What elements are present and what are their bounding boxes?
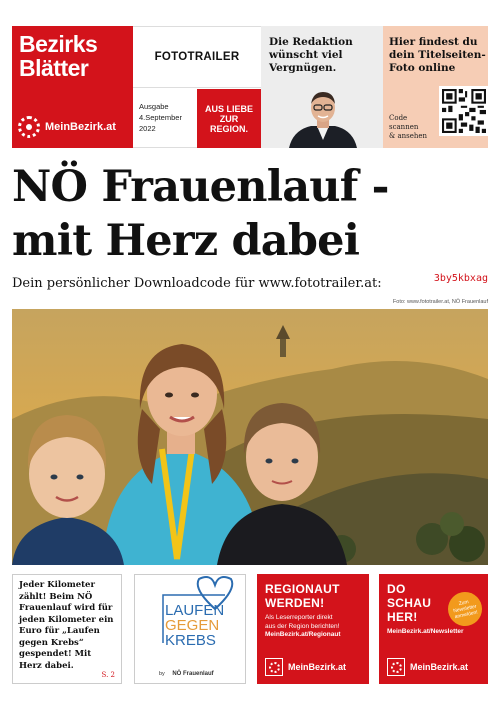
schau-line1: DO: [387, 582, 406, 596]
page-reference: S. 2: [101, 671, 115, 679]
regio-link[interactable]: MeinBezirk.at/Regionaut: [265, 631, 341, 638]
edition-date: [139, 101, 182, 134]
headline: [12, 160, 389, 268]
bezirksblaetter-logo[interactable]: [12, 26, 133, 148]
promo-line2: dein Titelseiten-: [389, 49, 486, 61]
newsletter-promo[interactable]: [379, 574, 488, 684]
qr-code-icon[interactable]: [439, 86, 489, 136]
slogan-badge: [197, 89, 261, 148]
teaser-text: Jeder Kilometer zählt! Beim NÖ Frauenlauf wird für jeden Kilometer ein Euro für „Laufen gegen Krebs“ gespendet! Mit Herz dabei.: [19, 580, 114, 671]
greeting-line1: Die Redaktion: [269, 36, 353, 48]
download-code[interactable]: 3by5kbxag: [433, 273, 488, 284]
laufen-gegen-krebs-logo[interactable]: [134, 574, 246, 684]
schau-mb: MeinBezirk.at: [410, 662, 469, 672]
teaser-row: [12, 574, 488, 684]
laufen-line3: KREBS: [165, 632, 216, 649]
edition-day: 4.September: [139, 113, 182, 122]
laufen-line1: LAUFEN: [165, 602, 225, 619]
greeting-line2: wünscht viel: [269, 49, 343, 61]
laufen-by: by: [159, 671, 165, 677]
meinbezirk-logo-icon: [265, 658, 283, 676]
editor-portrait: [287, 88, 359, 148]
online-cover-promo: [383, 26, 488, 148]
promo-line1: Hier findest du: [389, 36, 478, 48]
regio-mb: MeinBezirk.at: [288, 662, 347, 672]
download-row: [12, 273, 488, 291]
logo-line2: Blätter: [19, 55, 89, 81]
meinbezirk-logo-icon: [18, 116, 40, 138]
cover-photo: [12, 309, 488, 565]
code-line3: & ansehen: [389, 132, 428, 140]
logo-sub: MeinBezirk.at: [45, 121, 116, 133]
edition-label: Ausgabe: [139, 102, 169, 111]
editorial-greeting: [261, 26, 383, 148]
schau-link[interactable]: MeinBezirk.at/Newsletter: [387, 628, 464, 635]
slogan-line1: AUS LIEBE: [204, 103, 253, 114]
newsletter-badge[interactable]: Zum Newsletter anmelden!: [445, 589, 485, 629]
edition-year: 2022: [139, 124, 156, 133]
regionaut-promo[interactable]: [257, 574, 369, 684]
logo-line1: Bezirks: [19, 31, 98, 57]
fototrailer-label: FOTOTRAILER: [133, 27, 261, 88]
meinbezirk-logo-icon: [387, 658, 405, 676]
code-line2: scannen: [389, 123, 419, 131]
download-text: Dein persönlicher Downloadcode für www.fototrailer.at:: [12, 276, 382, 291]
regio-line2: WERDEN!: [265, 596, 325, 610]
promo-line3: Foto online: [389, 62, 456, 74]
regio-small2: aus der Region berichten!: [265, 622, 340, 630]
slogan-line2: ZUR: [219, 113, 239, 124]
schau-line2: SCHAU: [387, 596, 432, 610]
edition-info: [133, 26, 261, 148]
headline-line2: mit Herz dabei: [12, 216, 360, 266]
code-line1: Code: [389, 114, 408, 122]
photo-credit: Foto: www.fototrailer.at, NÖ Frauenlauf: [392, 299, 488, 305]
laufen-line2: GEGEN: [165, 617, 220, 634]
headline-line1: NÖ Frauenlauf -: [12, 162, 389, 212]
regio-small1: Als Leserreporter direkt: [265, 614, 333, 621]
regio-line1: REGIONAUT: [265, 582, 340, 596]
greeting-line3: Vergnügen.: [269, 62, 337, 74]
teaser-text-box[interactable]: [12, 574, 122, 684]
masthead: [12, 26, 488, 148]
slogan-line3: REGION.: [209, 123, 248, 134]
schau-line3: HER!: [387, 610, 418, 624]
laufen-org: NÖ Frauenlauf: [172, 671, 214, 677]
